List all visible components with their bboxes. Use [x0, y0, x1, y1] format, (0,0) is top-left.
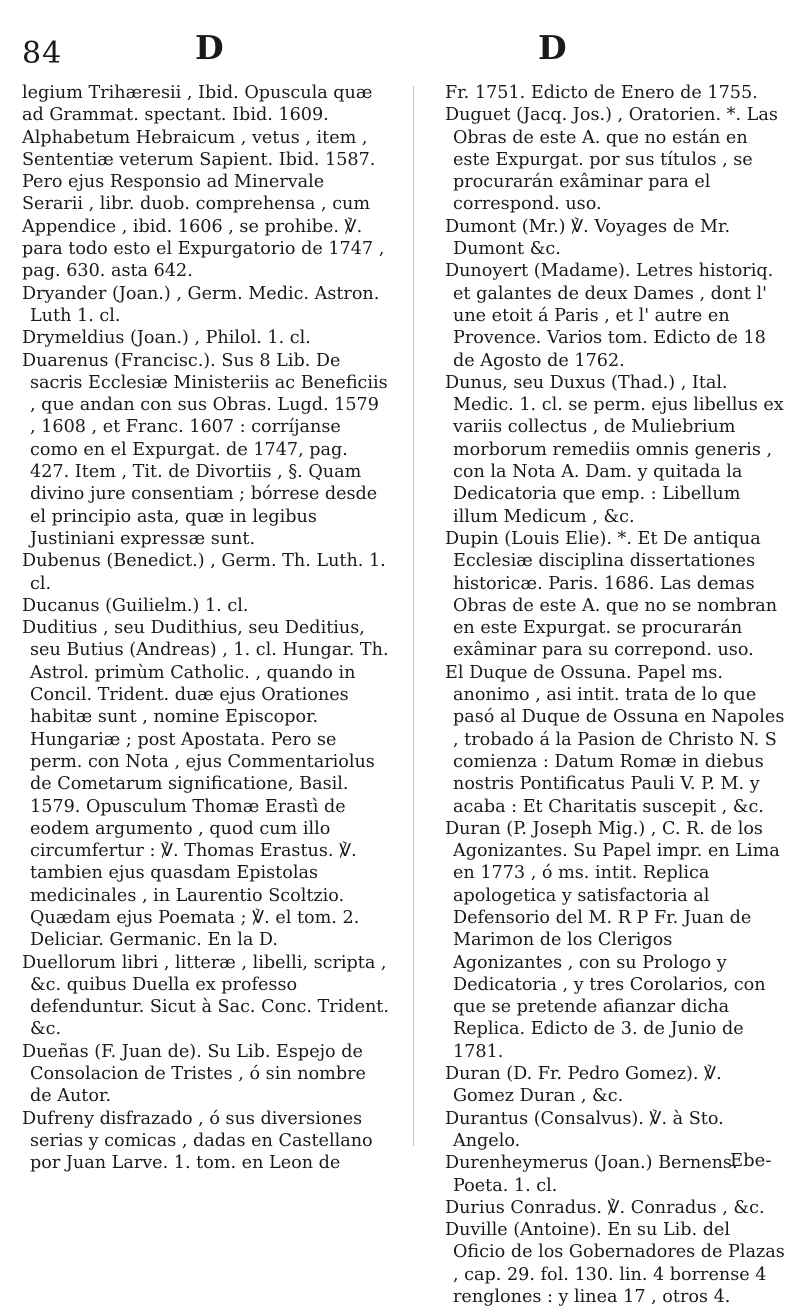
entry-duarenus: Duarenus (Francisc.). Sus 8 Lib. De sacris Ecclesiæ Ministeriis ac Beneficiis , que andan con sus Obras. Lugd. 1579 , 1608 , et Franc. 1607 : corríjanse como en el Expurgat. de 1747, pag. 427. Item , Tit. de Divortiis , §. Quam divino jure consentiam ; bórrese desde el principio asta, quæ in legibus Justiniani expressæ sunt.	[22, 350, 388, 549]
entry-durius: Durius Conradus. ℣. Conradus , &c.	[445, 1197, 765, 1218]
entry-edicto-continuation: Fr. 1751. Edicto de Enero de 1755.	[445, 83, 758, 103]
entry-duenas: Dueñas (F. Juan de). Su Lib. Espejo de Consolacion de Tristes , ó sin nombre de Autor.	[22, 1041, 366, 1107]
entry-dryander: Dryander (Joan.) , Germ. Medic. Astron. Luth 1. cl.	[22, 283, 380, 326]
entry-trihaeresii: legium Trihæresii , Ibid. Opuscula quæ ad Grammat. spectant. Ibid. 1609. Alphabetum Hebraicum , vetus , item , Sententiæ veterum Sapient. Ibid. 1587. Pero ejus Responsio ad Minervale Serarii , libr. duob. comprehensa , cum Appendice , ibid. 1606 , se prohibe. ℣. para todo esto el Expurgatorio de 1747 , pag. 630. asta 642.	[22, 83, 385, 282]
entry-duran-joseph: Duran (P. Joseph Mig.) , C. R. de los Agonizantes. Su Papel impr. en Lima en 1773 , ó ms. intit. Replica apologetica y satisfactoria al Defensorio del M. R P Fr. Juan de Marimon de los Clerigos Agonizantes , con su Prologo y Dedicatoria , y tres Corolarios, con que se pretende afianzar dicha Replica. Edicto de 3. de Junio de 1781.	[445, 818, 780, 1062]
entry-duditius: Duditius , seu Dudithius, seu Deditius, seu Butius (Andreas) , 1. cl. Hungar. Th. Astrol. primùm Catholic. , quando in Concil. Trident. duæ ejus Orationes habitæ sunt , nomine Episcopor. Hungariæ ; post Apostata. Pero se perm. con Nota , ejus Commentariolus de Cometarum significatione, Basil. 1579. Opusculum Thomæ Erastì de eodem argumento , quod cum illo circumfertur : ℣. Thomas Erastus. ℣. tambien ejus quasdam Epistolas medicinales , in Laurentio Scoltzio. Quædam ejus Poemata ; ℣. el tom. 2. Deliciar. Germanic. En la D.	[22, 618, 389, 951]
entry-dufreny: Dufreny disfrazado , ó sus diversiones serias y comicas , dadas en Castellano por Juan Larve. 1. tom. en Leon de	[22, 1108, 373, 1174]
entry-dunus: Dunus, seu Duxus (Thad.) , Ital. Medic. 1. cl. se perm. ejus libellus ex variis collectus , de Muliebrium morborum remediis omnis generis , con la Nota A. Dam. y quitada la Dedicatoria que emp. : Libellum illum Medicum , &c.	[445, 372, 784, 527]
left-column	[22, 82, 390, 1175]
entry-duguet: Duguet (Jacq. Jos.) , Oratorien. *. Las Obras de este A. que no están en este Expurgat. por sus títulos , se procurarán exâminar para el correspond. uso.	[445, 105, 778, 215]
running-head-left: D	[195, 28, 224, 67]
entry-dunoyert: Dunoyert (Madame). Letres historiq. et galantes de deux Dames , dont l' une etoit á Paris , et l' autre en Provence. Varios tom. Edicto de 18 de Agosto de 1762.	[445, 261, 774, 371]
column-divider	[413, 86, 414, 1146]
right-column	[445, 82, 785, 1308]
entry-duville: Duville (Antoine). En su Lib. del Oficio de los Gobernadores de Plazas , cap. 29. fol. 130. lin. 4 borrense 4 renglones : y linea 17 , otros 4.	[445, 1220, 785, 1308]
running-head-right: D	[538, 28, 567, 67]
entry-duque-de-ossuna: El Duque de Ossuna. Papel ms. anonimo , asi intit. trata de lo que pasó al Duque de Ossuna en Napoles , trobado á la Pasion de Christo N. S comienza : Datum Romæ in diebus nostris Pontificatus Pauli V. P. M. y acaba : Et Charitatis suscepit , &c.	[445, 662, 785, 817]
entry-dupin: Dupin (Louis Elie). *. Et De antiqua Ecclesiæ disciplina dissertationes historicæ. Paris. 1686. Las demas Obras de este A. que no se nombran en este Expurgat. se procurarán exâminar para su correpond. uso.	[445, 528, 778, 661]
page-number: 84	[22, 36, 63, 71]
entry-durenheymerus: Durenheymerus (Joan.) Bernens. Poeta. 1. cl.	[445, 1153, 738, 1196]
entry-durantus: Durantus (Consalvus). ℣. à Sto. Angelo.	[445, 1108, 724, 1151]
entry-ducanus: Ducanus (Guilielm.) 1. cl.	[22, 595, 249, 616]
entry-drymeldius: Drymeldius (Joan.) , Philol. 1. cl.	[22, 328, 311, 349]
entry-dumont: Dumont (Mr.) ℣. Voyages de Mr. Dumont &c.	[445, 216, 731, 260]
entry-duran-pedro: Duran (D. Fr. Pedro Gomez). ℣. Gomez Duran , &c.	[445, 1064, 722, 1107]
entry-duellorum: Duellorum libri , litteræ , libelli, scripta , &c. quibus Duella ex professo defenduntur. Sicut à Sac. Conc. Trident. &c.	[22, 952, 389, 1040]
catchword: Ebe-	[730, 1150, 772, 1171]
entry-dubenus: Dubenus (Benedict.) , Germ. Th. Luth. 1. cl.	[22, 551, 386, 594]
